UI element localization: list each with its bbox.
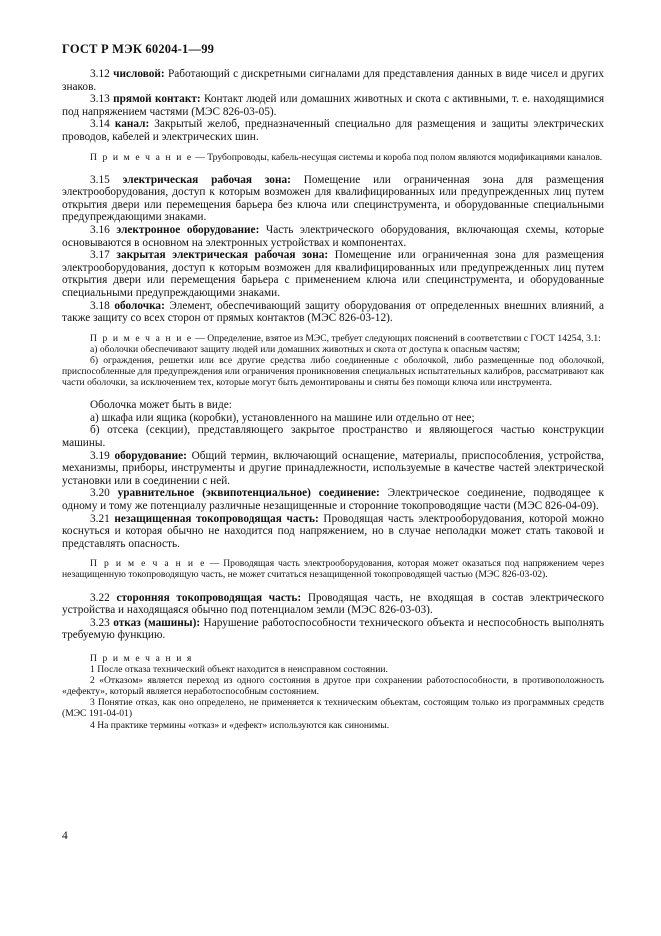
page-body xyxy=(62,68,604,731)
clause-term: электрическая рабочая зона: xyxy=(122,173,291,186)
note-text: — Определение, взятое из МЭС, требует следующих пояснений в соответствии с ГОСТ 14254, 3.1: xyxy=(192,332,601,344)
clause-definition: Работающий с дискретными сигналами для представления данных в виде чисел и других знаков. xyxy=(62,68,604,93)
clause-3-14 xyxy=(62,118,604,143)
clause-3-15 xyxy=(62,174,604,224)
clause-definition: Помещение или ограниченная зона для размещения электрооборудования, доступ к которым возможен для квалифицированных или предупрежденных лиц путем открытия двери или перемещения барьера без ключа или специнструмента, и оборудованные специальными предупреждающими знаками. xyxy=(62,173,605,224)
note-item: 1 После отказа технический объект находится в неисправном состоянии. xyxy=(90,664,388,676)
clause-3-16 xyxy=(62,224,604,249)
note-3-21 xyxy=(62,558,604,580)
clause-definition: Нарушение работоспособности технического объекта и неспособность выполнять требуемую функцию. xyxy=(62,616,604,642)
note-3-18-item-a: а) оболочки обеспечивают защиту людей или домашних животных и скота от доступа к опасным частям; xyxy=(90,343,520,355)
notes-heading: П р и м е ч а н и я xyxy=(90,652,193,664)
note-text: — Трубопроводы, кабель-несущая системы и короба под полом являются модификациями каналов. xyxy=(192,151,603,163)
note-label: П р и м е ч а н и е xyxy=(90,558,206,570)
clause-term: оборудование: xyxy=(114,449,187,462)
enclosure-intro: Оболочка может быть в виде: xyxy=(90,399,232,412)
clause-number: 3.17 xyxy=(90,249,110,262)
clause-number: 3.19 xyxy=(90,449,110,462)
clause-number: 3.12 xyxy=(90,68,110,80)
clause-number: 3.15 xyxy=(90,173,110,186)
clause-number: 3.18 xyxy=(90,299,110,312)
clause-term: оболочка: xyxy=(114,299,165,312)
clause-term: прямой контакт: xyxy=(113,93,201,106)
clause-definition: Проводящая часть электрооборудования, которой можно коснуться и которая обычно не находится под напряжением, но в случае неполадки может стать таковой и представлять опасность. xyxy=(62,512,605,550)
note-label: П р и м е ч а н и е xyxy=(90,332,193,344)
clause-term: отказ (машины): xyxy=(113,616,201,629)
clause-term: незащищенная токопроводящая часть: xyxy=(114,512,319,525)
clause-number: 3.16 xyxy=(90,224,110,237)
clause-definition: Закрытый желоб, предназначенный специально для размещения и защиты электрических проводов, кабелей и электрических шин. xyxy=(62,118,605,143)
note-item: 3 Понятие отказ, как оно определено, не применяется к техническим объектам, состоящим только из программных средств (МЭС 191-04-01) xyxy=(62,697,604,720)
clause-number: 3.21 xyxy=(90,512,110,525)
clause-3-19 xyxy=(62,450,604,488)
enclosure-item-a: а) шкафа или ящика (коробки), установленного на машине или отдельно от нее; xyxy=(90,411,475,424)
clause-definition: Общий термин, включающий оснащение, материалы, приспособления, устройства, механизмы, приборы, инструменты и другие принадлежности, используемые в качестве частей электрической установки или в соединении с ней. xyxy=(62,449,604,487)
note-3-18-item-b: б) ограждения, решетки или все другие средства либо соединенные с оболочкой, либо размещенные под оболочкой, приспособленные для предупреждения или ограничения проникновения специальных испытательных калибров, рассматривают как части оболочки, за исключением тех, которые могут быть демонтированы и сняты без помощи ключа или инструмента. xyxy=(62,354,604,389)
clause-term: канал: xyxy=(114,118,150,131)
clause-number: 3.13 xyxy=(90,93,110,106)
clause-definition: Контакт людей или домашних животных и скота с активными, т. е. находящимися под напряжением частями (МЭС 826-03-05). xyxy=(62,93,605,118)
clause-number: 3.22 xyxy=(90,591,110,604)
clause-term: электронное оборудование: xyxy=(116,224,260,237)
clause-number: 3.23 xyxy=(90,616,110,629)
note-text: — Проводящая часть электрооборудования, которая может оказаться под напряжением через незащищенную токопроводящую часть, не может считаться незащищенной токопроводящей частью (МЭС 826-03-02). xyxy=(62,558,604,581)
page-number: 4 xyxy=(62,830,68,842)
note-item: 4 На практике термины «отказ» и «дефект» используются как синонимы. xyxy=(90,719,390,731)
enclosure-item-b: б) отсека (секции), представляющего закрытое пространство и являющегося частью конструкции машины. xyxy=(62,424,604,450)
note-item: 2 «Отказом» является переход из одного состояния в другое при сохранении работоспособности, в противоположность «дефекту», который является неработоспособным состоянием. xyxy=(62,675,604,698)
clause-definition: Помещение или ограниченная зона для размещения электрооборудования, доступ к которым возможен для квалифицированных или предупрежденных лиц путем открытия двери или перемещения барьера с применением ключа или специнструмента, и оборудованные специальными предупреждающими знаками. xyxy=(62,249,604,299)
clause-3-12 xyxy=(62,68,604,93)
clause-3-17 xyxy=(62,249,604,299)
clause-3-18 xyxy=(62,300,604,325)
clause-definition: Электрическое соединение, подводящее к одному и тому же потенциалу различные незащищенные и сторонние токопроводящие части (МЭС 826-04-09). xyxy=(62,487,604,512)
clause-term: закрытая электрическая рабочая зона: xyxy=(116,249,329,262)
clause-term: уравнительное (эквипотенциальное) соединение: xyxy=(117,487,380,500)
clause-3-22 xyxy=(62,592,604,617)
clause-3-23 xyxy=(62,617,604,642)
clause-3-13 xyxy=(62,93,604,118)
clause-term: сторонняя токопроводящая часть: xyxy=(116,591,302,604)
note-3-18 xyxy=(62,333,604,344)
clause-number: 3.14 xyxy=(90,118,110,131)
note-3-14 xyxy=(62,152,604,163)
clause-number: 3.20 xyxy=(90,487,110,500)
clause-term: числовой: xyxy=(113,68,165,80)
clause-3-21 xyxy=(62,513,604,551)
clause-3-20 xyxy=(62,487,604,512)
page-header: ГОСТ Р МЭК 60204-1—99 xyxy=(62,42,215,56)
clause-definition: Проводящая часть, не входящая в состав электрического устройства и находящаяся обычно под потенциалом земли (МЭС 826-03-03). xyxy=(62,591,604,617)
note-label: П р и м е ч а н и е xyxy=(90,151,193,163)
clause-definition: Элемент, обеспечивающий защиту оборудования от определенных внешних влияний, а также защиту со всех сторон от прямых контактов (МЭС 826-03-12). xyxy=(62,299,604,325)
clause-definition: Часть электрического оборудования, включающая схемы, которые основываются в основном на электронных устройствах и компонентах. xyxy=(62,224,604,249)
